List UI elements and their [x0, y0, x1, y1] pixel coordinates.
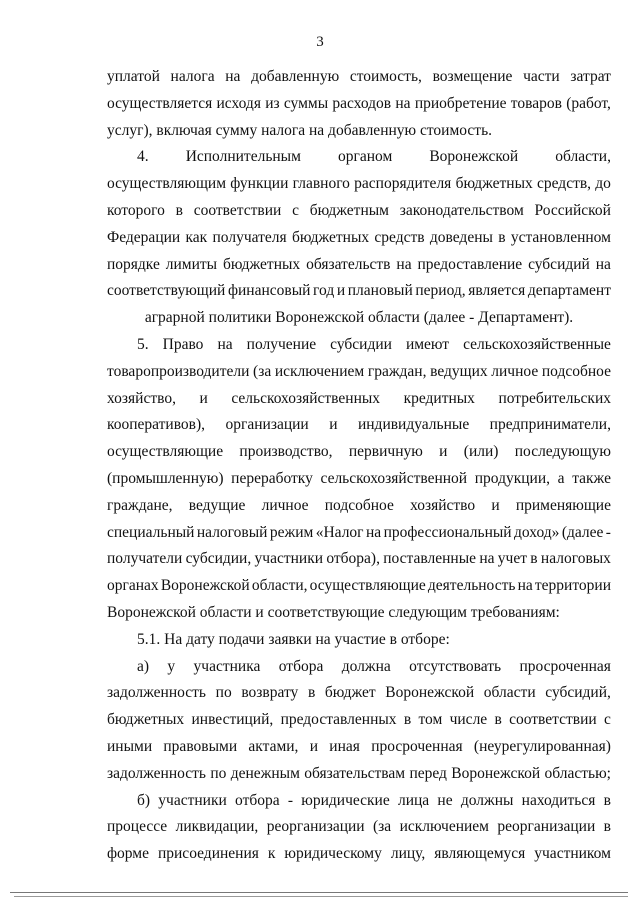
text-line: уплатой налога на добавленную стоимость, возмещение части затрат [107, 68, 611, 85]
text-line: осуществляющим функции главного распорядителя бюджетных средств, до [107, 175, 611, 193]
text-line: осуществляется исходя из суммы расходов на приобретение товаров (работ, [107, 94, 611, 112]
text-line: (промышленную) переработку сельскохозяйственной продукции, а также [107, 469, 611, 487]
text-line: процессе ликвидации, реорганизации (за исключением реорганизации в [107, 818, 611, 836]
text-line: Федерации как получателя бюджетных средств доведены в установленном [107, 228, 611, 246]
text-line: порядке лимиты бюджетных обязательств на предоставление субсидий на [107, 255, 611, 273]
page-number: 3 [316, 34, 324, 50]
text-line: задолженность по денежным обязательствам перед Воронежской областью; [107, 764, 611, 782]
footer-divider-secondary [14, 896, 628, 897]
text-line: кооперативов), организации и индивидуальные предприниматели, [107, 416, 611, 434]
text-line: форме присоединения к юридическому лицу, являющемуся участником [107, 845, 611, 863]
text-line: специальный налоговый режим «Налог на профессиональный доход» (далее - [107, 523, 611, 541]
text-line: соответствующий финансовый год и плановый период, является департамент [107, 282, 611, 300]
text-line: получатели субсидии, участники отбора), поставленные на учет в налоговых [107, 550, 611, 568]
text-line: услуг), включая сумму налога на добавленную стоимость. [107, 121, 493, 139]
text-line: органах Воронежской области, осуществляющие деятельность на территории [107, 577, 611, 595]
text-line: бюджетных инвестиций, предоставленных в том числе в соответствии с [107, 711, 611, 729]
text-line: аграрной политики Воронежской области (далее - Департамент). [144, 309, 574, 327]
text-line: 5.1. На дату подачи заявки на участие в отборе: [137, 630, 450, 648]
text-line: осуществляющие производство, первичную и (или) последующую [107, 443, 611, 461]
text-line: хозяйство, и сельскохозяйственных кредитных потребительских [107, 389, 611, 407]
text-line: 5. Право на получение субсидии имеют сельскохозяйственные [137, 335, 611, 353]
text-line: граждане, ведущие личное подсобное хозяйство и применяющие [107, 496, 611, 514]
text-line: задолженность по возврату в бюджет Воронежской области субсидий, [107, 684, 611, 702]
text-line: товаропроизводители (за исключением граждан, ведущих личное подсобное [107, 362, 611, 380]
text-line: иными правовыми актами, и иная просроченная (неурегулированная) [107, 737, 611, 755]
text-line: Воронежской области и соответствующие следующим требованиям: [107, 603, 560, 621]
text-line: б) участники отбора - юридические лица не должны находиться в [137, 791, 611, 809]
footer-divider [10, 892, 628, 893]
document-body [107, 64, 611, 868]
text-line: которого в соответствии с бюджетным законодательством Российской [107, 201, 611, 219]
text-line: а) у участника отбора должна отсутствовать просроченная [137, 657, 611, 675]
text-line: 4. Исполнительным органом Воронежской области, [137, 148, 611, 166]
